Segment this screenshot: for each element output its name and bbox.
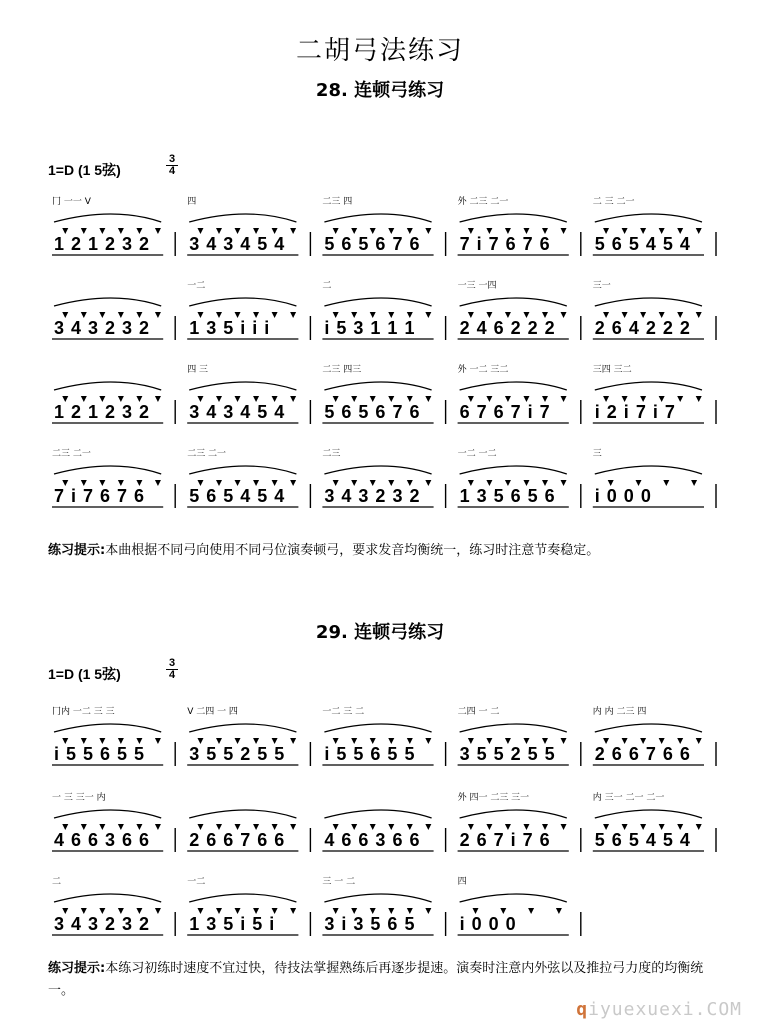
bowing-mark: 二三 二一: [187, 449, 227, 459]
staccato-mark: [556, 908, 562, 914]
slur-mark: [54, 724, 161, 732]
exercise-28-heading: 28. 连顿弓练习: [315, 80, 445, 101]
bowing-mark: 四 三: [187, 365, 209, 375]
slur-mark: [189, 724, 296, 732]
page-title: 二胡弓法练习: [295, 36, 464, 66]
staccato-mark: [696, 824, 702, 830]
staccato-mark: [425, 738, 431, 744]
bowing-mark: V 二四 一 四: [187, 707, 238, 717]
staccato-mark: [290, 824, 296, 830]
measure-notes: 4 6 6 3 6 6: [324, 830, 421, 850]
measure-notes: 3 4 3 4 5 4: [189, 234, 286, 254]
staccato-mark: [155, 824, 161, 830]
exercise-29-heading: 29. 连顿弓练习: [315, 622, 445, 643]
measure-notes: 3 4 3 2 3 2: [54, 318, 151, 338]
bowing-mark: 一二: [187, 281, 206, 291]
measure-notes: i 5 5 6 5 5: [324, 744, 416, 764]
tip-label: 练习提示:: [48, 543, 106, 558]
bowing-mark: 冂 一一 V: [52, 197, 91, 207]
measure-notes: 2 6 6 7 6 6: [594, 744, 691, 764]
exercise-29-tip: [48, 958, 728, 1002]
slur-mark: [324, 894, 431, 902]
measure-notes: i 5 3 1 1 1: [324, 318, 416, 338]
measure-notes: 4 6 6 3 6 6: [54, 830, 151, 850]
bowing-mark: 二 三 二一: [592, 197, 635, 207]
bowing-mark: 四: [457, 877, 467, 887]
time-sig-bottom: 4: [166, 165, 178, 177]
bowing-mark: 三: [592, 449, 602, 459]
bowing-mark: 二四 一 二: [457, 707, 500, 717]
staccato-mark: [696, 738, 702, 744]
measure-notes: 3 5 5 2 5 5: [189, 744, 286, 764]
tip-label: 练习提示:: [48, 961, 106, 976]
measure-notes: 3 5 5 2 5 5: [459, 744, 556, 764]
slur-mark: [324, 810, 431, 818]
exercise-29-key: 1=D (1 5弦): [48, 666, 121, 682]
measure-notes: 1 3 5 i 5 i: [189, 914, 276, 934]
bowing-mark: 二: [52, 877, 62, 887]
bowing-mark: 二: [322, 281, 332, 291]
staccato-mark: [425, 908, 431, 914]
slur-mark: [595, 810, 702, 818]
measure-notes: 1 2 1 2 3 2: [54, 234, 151, 254]
slur-mark: [189, 810, 296, 818]
measure-notes: 7 i 7 6 7 6: [459, 234, 551, 254]
measure-notes: i 2 i 7 i 7: [594, 402, 676, 422]
slur-mark: [595, 724, 702, 732]
exercise-28-key: 1=D (1 5弦): [48, 162, 121, 178]
measure-notes: 2 6 6 7 6 6: [189, 830, 286, 850]
slur-mark: [189, 894, 296, 902]
staccato-mark: [425, 824, 431, 830]
slur-mark: [460, 724, 567, 732]
bowing-mark: 一二 一二: [457, 449, 497, 459]
staccato-mark: [290, 908, 296, 914]
bowing-mark: 三四 三二: [592, 365, 632, 375]
measure-notes: 5 6 5 4 5 4: [594, 234, 691, 254]
staccato-mark: [561, 738, 567, 744]
measure-notes: 2 4 6 2 2 2: [459, 318, 556, 338]
bowing-mark: 一三 一四: [457, 281, 497, 291]
measure-notes: 5 6 5 4 5 4: [189, 486, 286, 506]
bowing-mark: 冂内 一二 三 三: [52, 707, 115, 717]
measure-notes: i 0 0 0: [594, 486, 652, 506]
staccato-mark: [528, 908, 534, 914]
time-sig-top: 3: [168, 657, 176, 669]
staccato-mark: [561, 824, 567, 830]
measure-notes: 5 6 5 6 7 6: [324, 234, 421, 254]
measure-notes: 3 4 3 2 3 2: [324, 486, 421, 506]
measure-notes: 2 6 7 i 7 6: [459, 830, 551, 850]
bowing-mark: 三 一 二: [322, 877, 356, 887]
bowing-mark: 二三 二一: [52, 449, 91, 459]
bowing-mark: 外 一二 三二: [457, 365, 509, 375]
tip-text: 本练习初练时速度不宜过快，待技法掌握熟练后再逐步提速。演奏时注意内外弦以及推拉弓力度的均衡统一。: [48, 961, 704, 998]
measure-notes: i 0 0 0: [459, 914, 517, 934]
slur-mark: [54, 810, 161, 818]
bowing-mark: 二三 四三: [322, 365, 362, 375]
time-sig-top: 3: [168, 153, 176, 165]
measure-notes: 6 7 6 7 i 7: [459, 402, 551, 422]
measure-notes: 1 2 1 2 3 2: [54, 402, 151, 422]
bowing-mark: 二三 四: [322, 197, 353, 207]
slur-mark: [324, 724, 431, 732]
slur-mark: [460, 810, 567, 818]
tip-text: 本曲根据不同弓向使用不同弓位演奏顿弓，要求发音均衡统一，练习时注意节奏稳定。: [105, 543, 600, 558]
staccato-mark: [155, 908, 161, 914]
time-sig-bottom: 4: [166, 669, 178, 681]
measure-notes: 5 6 5 4 5 4: [594, 830, 691, 850]
measure-notes: 1 3 5 6 5 6: [459, 486, 556, 506]
measure-notes: 2 6 4 2 2 2: [594, 318, 691, 338]
bowing-mark: 二三: [322, 449, 341, 459]
staccato-mark: [155, 738, 161, 744]
measure-notes: i 5 5 6 5 5: [54, 744, 146, 764]
watermark: qiyuexuexi.COM: [576, 999, 742, 1020]
measure-notes: 3 i 3 5 6 5: [324, 914, 416, 934]
bowing-mark: 外 二三 二一: [457, 197, 509, 207]
bowing-mark: 内 内 二三 四: [592, 707, 647, 717]
measure-notes: 3 4 3 2 3 2: [54, 914, 151, 934]
staccato-mark: [290, 738, 296, 744]
slur-mark: [54, 894, 161, 902]
bowing-mark: 外 四一 二三 三一: [457, 793, 530, 803]
bowing-mark: 一二: [187, 877, 206, 887]
bowing-mark: 三一: [592, 281, 611, 291]
bowing-mark: 一二 三 二: [322, 707, 365, 717]
measure-notes: 7 i 7 6 7 6: [54, 486, 146, 506]
measure-notes: 1 3 5 i i i: [189, 318, 271, 338]
bowing-mark: 一 三 三一 内: [52, 793, 106, 803]
bowing-mark: 内 三一 二一 二一: [592, 793, 665, 803]
slur-mark: [460, 894, 567, 902]
measure-notes: 5 6 5 6 7 6: [324, 402, 421, 422]
measure-notes: 3 4 3 4 5 4: [189, 402, 286, 422]
bowing-mark: 四: [187, 197, 197, 207]
